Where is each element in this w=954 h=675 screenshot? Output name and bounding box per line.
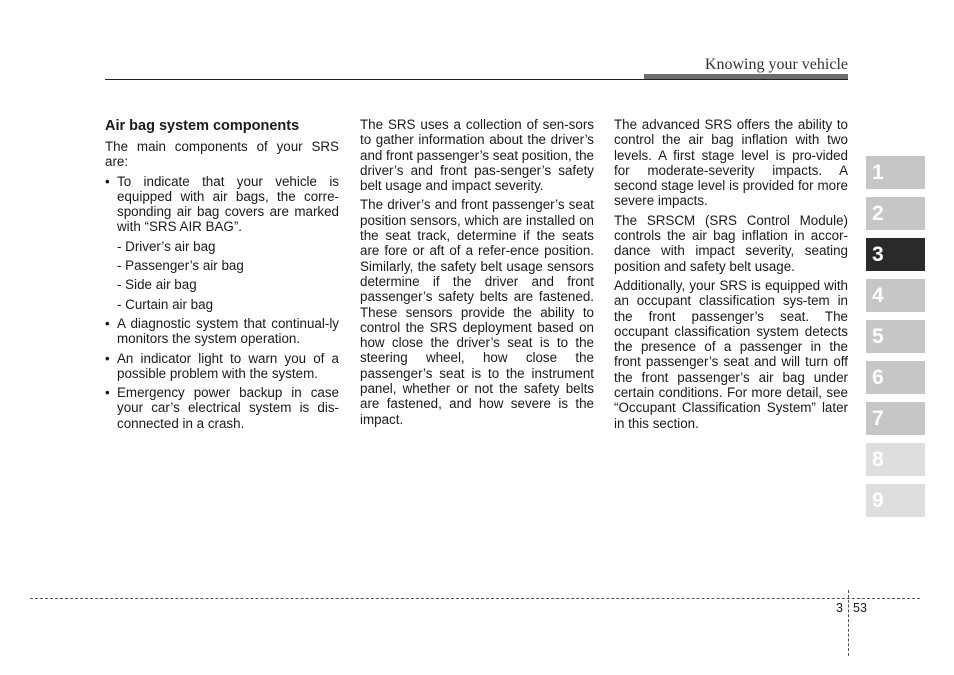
chapter-tabs [866, 156, 925, 525]
header-rule [105, 79, 848, 80]
paragraph: The SRSCM (SRS Control Module) controls the air bag inflation in accor-dance with impact severity, seating position and safety belt usage. [614, 212, 848, 274]
paragraph: The advanced SRS offers the ability to control the air bag inflation with two levels. A first stage level is pro-vided for moderate-severity impacts. A second stage level is provided for more severe impacts. [614, 117, 848, 209]
chapter-tab-4[interactable]: 4 [866, 279, 925, 312]
paragraph: The driver’s and front passenger’s seat position sensors, which are installed on the seat track, determine if the seats are fore or aft of a refer-ence position. Similarly, the safety belt usage sensors determine if the driver and front passenger’s safety belts are fastened. These sensors provide the ability to control the SRS deployment based on how close the driver’s seat is to the steering wheel, how close the passenger’s seat is to the instrument panel, whether or not the safety belts are fastened, and how severe is the impact. [360, 197, 594, 427]
intro-paragraph: The main components of your SRS are: [105, 139, 339, 170]
sub-item: - Side air bag [117, 277, 197, 293]
paragraph: Additionally, your SRS is equipped with an occupant classification sys-tem in the front passenger’s seat. The occupant classification system detects the presence of a passenger in the front passenger’s seat and will turn off the front passenger’s air bag under certain conditions. For more detail, see “Occupant Classification System” later in this section. [614, 277, 848, 431]
sub-item: - Passenger’s air bag [117, 258, 244, 274]
chapter-tab-9[interactable]: 9 [866, 484, 925, 517]
footer-rule [30, 598, 920, 599]
section-heading: Air bag system components [105, 118, 300, 134]
chapter-tab-2[interactable]: 2 [866, 197, 925, 230]
chapter-tab-7[interactable]: 7 [866, 402, 925, 435]
sub-item: - Curtain air bag [117, 296, 214, 312]
footer-divider [848, 590, 849, 656]
column-3 [614, 117, 848, 435]
list-item: • A diagnostic system that continual-ly monitors the system operation. [105, 316, 339, 347]
chapter-tab-8[interactable]: 8 [866, 443, 925, 476]
chapter-tab-3[interactable]: 3 [866, 238, 925, 271]
chapter-tab-5[interactable]: 5 [866, 320, 925, 353]
components-list [105, 174, 339, 235]
list-item: • An indicator light to warn you of a possible problem with the system. [105, 351, 339, 382]
chapter-tab-1[interactable]: 1 [866, 156, 925, 189]
paragraph: The SRS uses a collection of sen-sors to gather information about the driver’s and front passenger’s seat position, the driver’s and front pas-senger’s safety belt usage and impact severity. [360, 117, 594, 194]
column-2 [360, 117, 594, 431]
components-list-continued [105, 316, 339, 431]
list-item: • Emergency power backup in case your car’s electrical system is dis-connected in a crash. [105, 385, 339, 431]
sub-item: - Driver’s air bag [117, 238, 216, 254]
page-number: 53 [853, 601, 867, 615]
list-item: • To indicate that your vehicle is equipped with air bags, the corre-sponding air bag covers are marked with “SRS AIR BAG”. [105, 174, 339, 235]
header-title: Knowing your vehicle [704, 56, 848, 73]
chapter-tab-6[interactable]: 6 [866, 361, 925, 394]
chapter-number: 3 [836, 601, 843, 615]
column-1 [105, 117, 339, 435]
